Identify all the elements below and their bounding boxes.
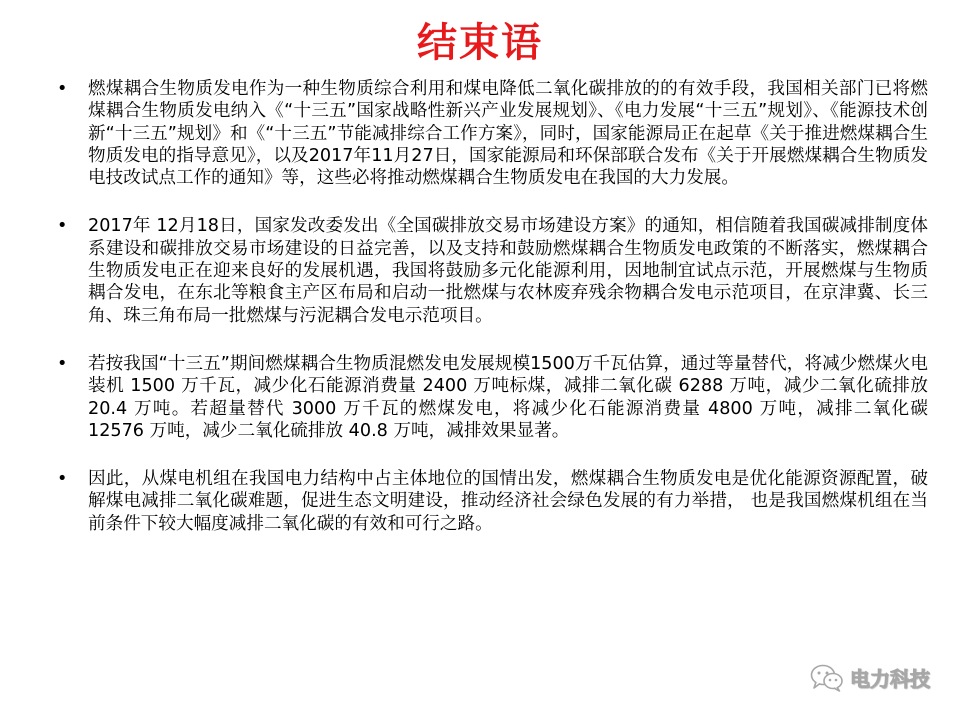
bullet-paragraph bbox=[0, 215, 960, 326]
paragraph-text: 因此，从煤电机组在我国电力结构中占主体地位的国情出发，燃煤耦合生物质发电是优化能源资源配置，破解煤电减排二氧化碳难题，促进生态文明建设，推动经济社会绿色发展的有力举措， 也是我国燃煤机组在当前条件下较大幅度减排二氧化碳的有效和可行之路。 bbox=[88, 469, 928, 534]
bullet-dot-icon: • bbox=[57, 79, 68, 99]
bullet-list bbox=[0, 78, 960, 535]
paragraph-text: 若按我国“十三五”期间燃煤耦合生物质混燃发电发展规模1500万千瓦估算，通过等量替代，将减少燃煤火电装机 1500 万千瓦，减少化石能源消费量 2400 万吨标煤，减排二氧化碳 6288 万吨，减少二氧化硫排放 20.4 万吨。若超量替代 3000 万千瓦的燃煤发电，将减少化石能源消费量 4800 万吨，减排二氧化碳 12576 万吨，减少二氧化硫排放 40.8 万吨，减排效果显著。 bbox=[88, 353, 928, 441]
paragraph-text: 燃煤耦合生物质发电作为一种生物质综合利用和煤电降低二氧化碳排放的的有效手段，我国相关部门已将燃煤耦合生物质发电纳入《“十三五”国家战略性新兴产业发展规划》、《电力发展“十三五”规划》、《能源技术创新“十三五”规划》和《“十三五”节能减排综合工作方案》，同时，国家能源局正在起草《关于推进燃煤耦合生物质发电的指导意见》，以及2017年11月27日，国家能源局和环保部联合发布《关于开展燃煤耦合生物质发电技改试点工作的通知》等，这些必将推动燃煤耦合生物质发电在我国的大力发展。 bbox=[88, 79, 928, 189]
bullet-paragraph bbox=[0, 353, 960, 442]
bullet-paragraph bbox=[0, 468, 960, 535]
bullet-paragraph bbox=[0, 78, 960, 189]
bullet-dot-icon: • bbox=[57, 469, 68, 490]
bullet-dot-icon: • bbox=[57, 216, 68, 237]
paragraph-text: 2017年 12月18日，国家发改委发出《全国碳排放交易市场建设方案》的通知，相信随着我国碳减排制度体系建设和碳排放交易市场建设的日益完善，以及支持和鼓励燃煤耦合生物质发电政策的不断落实，燃煤耦合生物质发电正在迎来良好的发展机遇，我国将鼓励多元化能源利用，因地制宜试点示范，开展燃煤与生物质耦合发电，在东北等粮食主产区布局和启动一批燃煤与农林废弃残余物耦合发电示范项目，在京津冀、长三角、珠三角布局一批燃煤与污泥耦合发电示范项目。 bbox=[88, 216, 928, 326]
slide-title: 结束语 bbox=[417, 20, 543, 66]
wechat-icon bbox=[810, 664, 844, 692]
watermark bbox=[810, 663, 930, 692]
watermark-text: 电力科技 bbox=[850, 667, 930, 691]
bullet-dot-icon: • bbox=[57, 353, 68, 374]
